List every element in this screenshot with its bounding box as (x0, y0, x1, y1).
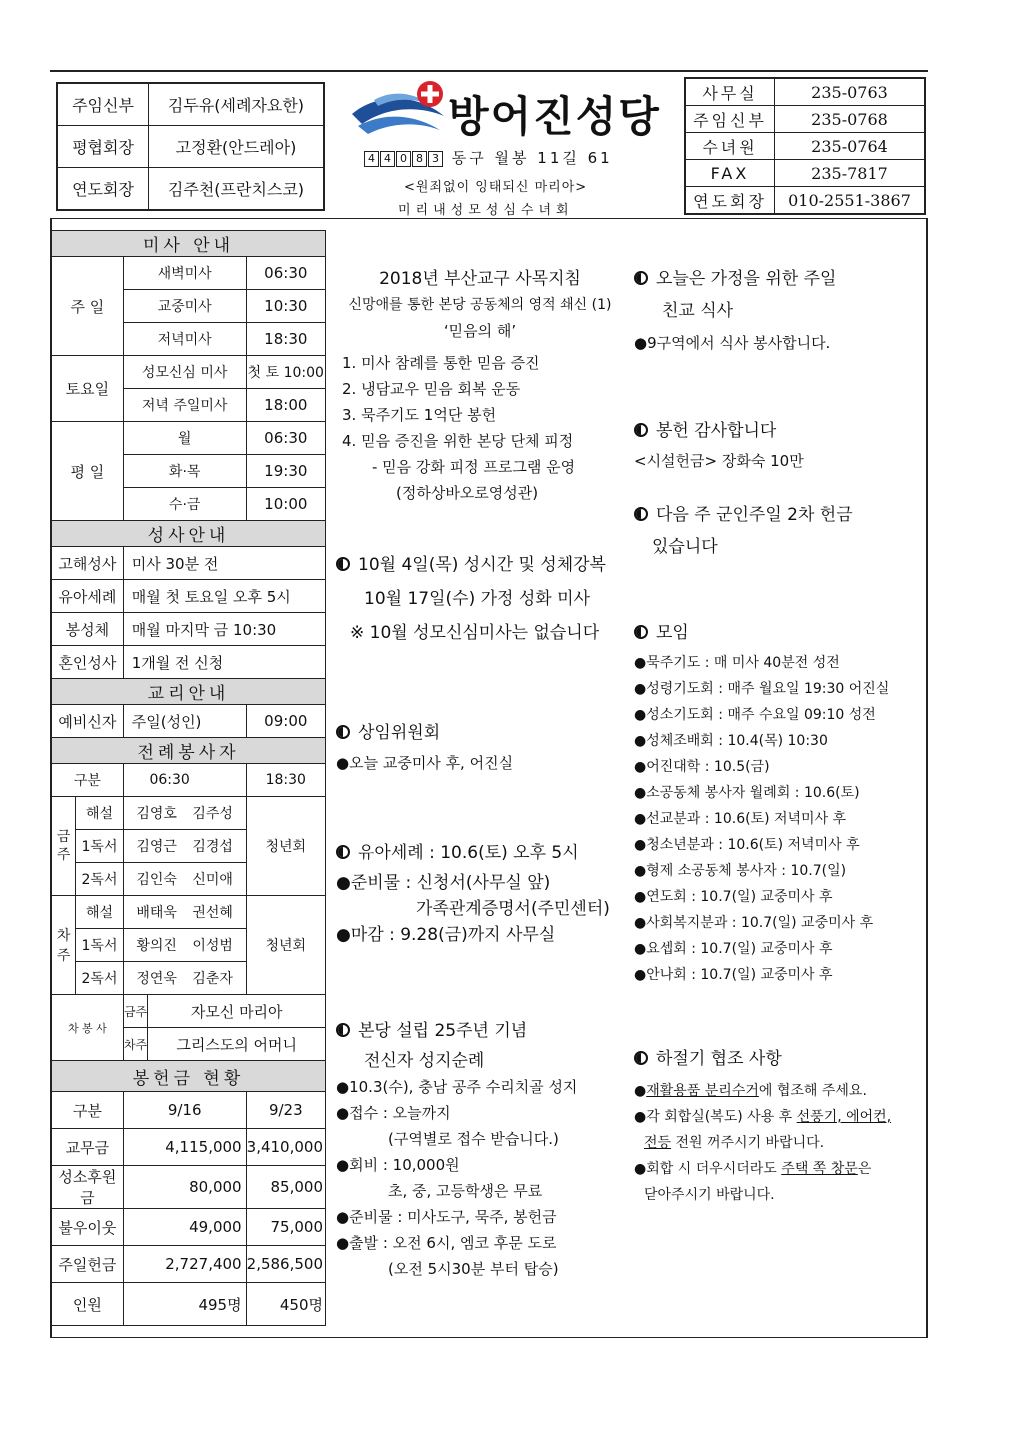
half-circle-icon (634, 625, 648, 639)
half-circle-icon (634, 423, 648, 437)
military-sunday-notice: 다음 주 군인주일 2차 헌금 있습니다 (634, 502, 924, 560)
list-item: ●청소년분과 : 10.6(토) 저녁미사 후 (634, 837, 860, 853)
pastoral-guideline: 2018년 부산교구 사목지침 신망애를 통한 본당 공동체의 영적 쇄신 (1) ‘믿음의 해’ (340, 266, 620, 344)
staff-row: 평협회장 고정환(안드레아) (57, 126, 324, 168)
address-text: 동구 월봉 11길 61 (451, 149, 613, 167)
postal-digit: 8 (412, 151, 427, 167)
address (364, 147, 613, 168)
mass-section-title: 미사 안내 (52, 231, 326, 257)
pilgrimage-notice: 본당 설립 25주년 기념 전신자 성지순례 ●10.3(수), 충남 공주 수리치골 성지 ●접수 : 오늘까지 (구역별로 접수 받습니다.) ●회비 : 10,000원 초, 중, 고등학생은 무료 ●준비물 : 미사도구, 묵주, 봉헌금 ●출발 : 오전 6시, 엠코 후문 도로 (오전 5시30분 부터 탑승) (336, 1021, 578, 1278)
sunday-label: 주 일 (52, 257, 124, 356)
next-week-label: 차주 (52, 896, 76, 995)
youth-group: 청년회 (246, 797, 325, 896)
contact-row: FAX 235-7817 (685, 160, 925, 187)
list-item: ●성령기도회 : 매주 월요일 19:30 어진실 (634, 681, 890, 697)
list-item: ●성소기도회 : 매주 수요일 09:10 성전 (634, 707, 876, 723)
list-item: ●묵주기도 : 매 미사 40분전 성전 (634, 655, 840, 671)
list-item: 2. 냉담교우 믿음 회복 운동 (342, 380, 521, 398)
pastoral-items (342, 350, 622, 506)
staff-row: 주임신부 김두유(세례자요한) (57, 83, 324, 126)
half-circle-icon (336, 725, 350, 739)
contact-table (684, 77, 926, 215)
list-item: ●형제 소공동체 봉사자 : 10.7(일) (634, 863, 847, 879)
meetings-notice: 모임 ●묵주기도 : 매 미사 40분전 성전 ●성령기도회 : 매주 월요일 19:30 어진실 ●성소기도회 : 매주 수요일 09:10 성전 ●성체조배회 : 10.4(목) 10:30 ●어진대학 : 10.5(금) ●소공동체 봉사자 월례회 : 10.6(토) ●선교분과 : 10.6(토) 저녁미사 후 ●청소년분과 : 10.6(토) 저녁미사 후 ●형제 소공동체 봉사자 : 10.7(일) ●연도회 : 10.7(일) 교중미사 후 ●사회복지분과 : 10.7(일) 교중미사 후 ●요셉회 : 10.7(일) 교중미사 후 ●안나회 : 10.7(일) 교중미사 후 (634, 620, 924, 988)
baptism-notice: 유아세례 : 10.6(토) 오후 5시 ●준비물 : 신청서(사무실 앞) 가족관계증명서(주민센터) ●마감 : 9.28(금)까지 사무실 (336, 843, 610, 945)
half-circle-icon (634, 1051, 648, 1065)
list-item: ●요셉회 : 10.7(일) 교중미사 후 (634, 941, 833, 957)
list-item: ●성체조배회 : 10.4(목) 10:30 (634, 733, 828, 749)
committee-notice: 상임위원회 ●오늘 교중미사 후, 어진실 (336, 723, 514, 772)
half-circle-icon (634, 271, 648, 285)
holy-hour-notice: 10월 4일(목) 성시간 및 성체강복 10월 17일(수) 가정 성화 미사 ※ 10월 성모신심미사는 없습니다 (336, 552, 622, 646)
list-item: ●사회복지분과 : 10.7(일) 교중미사 후 (634, 915, 874, 931)
youth-group: 청년회 (246, 896, 325, 995)
list-item: 1. 미사 참례를 통한 믿음 증진 (342, 354, 540, 372)
half-circle-icon (336, 1023, 350, 1037)
list-item: 4. 믿음 증진을 위한 본당 단체 피정 (342, 432, 574, 450)
saturday-label: 토요일 (52, 356, 124, 422)
half-circle-icon (336, 557, 350, 571)
postal-digit: 4 (380, 151, 395, 167)
list-item: ●어진대학 : 10.5(금) (634, 759, 770, 775)
list-item: ●소공동체 봉사자 월례회 : 10.6(토) (634, 785, 860, 801)
list-item: ●연도회 : 10.7(일) 교중미사 후 (634, 889, 833, 905)
offering-section-title: 봉헌금 현황 (52, 1061, 326, 1092)
contact-row: 수녀원 235-0764 (685, 133, 925, 160)
staff-table (56, 82, 325, 211)
pastoral-title: 2018년 부산교구 사목지침 (379, 269, 581, 289)
header-rule (50, 70, 928, 72)
contact-row: 주임신부 235-0768 (685, 106, 925, 133)
list-item: 3. 묵주기도 1억단 봉헌 (342, 406, 497, 424)
contact-row: 연도회장 010-2551-3867 (685, 187, 925, 215)
postal-digit: 0 (396, 151, 411, 167)
postal-digit: 4 (364, 151, 379, 167)
staff-row: 연도회장 김주천(프란치스코) (57, 168, 324, 211)
contact-row: 사무실 235-0763 (685, 78, 925, 106)
info-sidebar-table: 미사 안내 주 일 새벽미사 06:30 교중미사 10:30 저녁미사 18:30 토요일 성모신심 미사 첫 토 10:00 저녁 주일미사 18:00 평 일 월 06:30 화·목 19:30 수·금 10:00 성사안내 고해성사 미사 30분 전 유아세례 매월 첫 토요일 오후 5시 봉성체 매월 마지막 금 10:30 혼인성사 1개월 전 신청 교리안내 예비신자 주일(성인) 09:00 전례봉사자 구분 06:30 18:30 금주 해설 김영호 김주성 청년회 1독서 김영근 김경섭 2독서 김인숙 신미애 차주 해설 배태욱 권선혜 청년회 1독서 황의진 이성범 2독서 정연욱 김춘자 차 봉 사 금주 자모신 마리아 차주 그리스도의 어머니 봉헌금 현황 구분 9/16 9/23 교무금 4,115,000 3,410,000 성소후원금 80,000 85,000 불우이웃 49,000 75,000 주일헌금 2,727,400 2,586,500 인원 495명 450명 (51, 230, 326, 1326)
doctrine-section-title: 교리안내 (52, 679, 326, 705)
this-week-label: 금주 (52, 797, 76, 896)
list-item: ●안나회 : 10.7(일) 교중미사 후 (634, 967, 833, 983)
list-item: (정하상바오로영성관) (396, 484, 539, 502)
sacrament-section-title: 성사안내 (52, 521, 326, 547)
family-sunday-notice: 오늘은 가정을 위한 주일 친교 식사 ●9구역에서 식사 봉사합니다. (634, 269, 837, 352)
motto: <원죄없이 잉태되신 마리아> (404, 180, 588, 195)
cleaning-label: 차 봉 사 (52, 995, 124, 1061)
postal-digit: 3 (428, 151, 443, 167)
summer-cooperation-notice: 하절기 협조 사항 ●재활용품 분리수거에 협조해 주세요. ●각 회합실(복도) 사용 후 선풍기, 에어컨, 전등 전원 꺼주시기 바랍니다. ●회합 시 더우시더라도 주택 쪽 창문은 닫아주시기 바랍니다. (634, 1049, 892, 1203)
list-item: - 믿음 강화 피정 프로그램 운영 (372, 458, 576, 476)
religious-order: 미리내성모성심수녀회 (398, 203, 574, 218)
thanks-notice: 봉헌 감사합니다 <시설헌금> 장화숙 10만 (634, 421, 804, 470)
half-circle-icon (336, 845, 350, 859)
servers-section-title: 전례봉사자 (52, 738, 326, 764)
weekday-label: 평 일 (52, 422, 124, 521)
half-circle-icon (634, 507, 648, 521)
church-name: 방어진성당 (448, 92, 661, 141)
list-item: ●선교분과 : 10.6(토) 저녁미사 후 (634, 811, 847, 827)
